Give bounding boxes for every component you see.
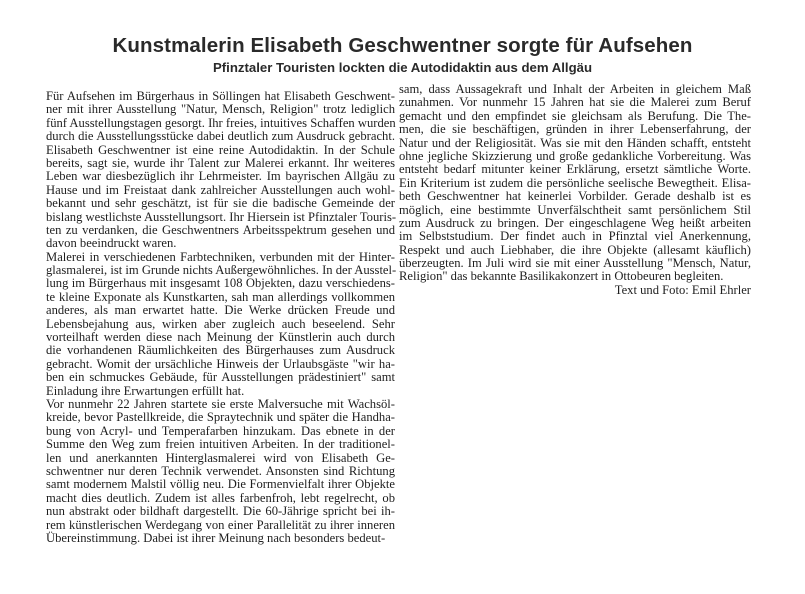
text-line: zum Ausdruck zu bringen. Der eingeschlagene Weg heißt arbeiten [399, 215, 751, 230]
text-line: Hause und im Freistaat dank zahlreicher Ausstellungen auch wohl- [46, 182, 395, 197]
headline: Kunstmalerin Elisabeth Geschwentner sorgte für Aufsehen [112, 34, 693, 57]
paragraph [46, 251, 395, 398]
text-line: bereits, sagt sie, wurde ihr Talent zur Malerei erkannt. Ihr weiteres [46, 155, 395, 170]
text-line: samt modernem Malstil völlig neu. Die Formenvielfalt ihrer Objekte [46, 477, 395, 492]
text-line: Für Aufsehen im Bürgerhaus in Söllingen hat Elisabeth Geschwent- [46, 89, 395, 103]
text-line: sam, dass Aussagekraft und Inhalt der Arbeiten in gleichem Maß [399, 82, 751, 96]
text-line: fünf Ausstellungstagen gesorgt. Ihr freies, intuitives Schaffen wurden [46, 115, 396, 130]
text-line: Summe den Weg zum freien intuitiven Arbeiten. In der traditionel- [46, 437, 395, 452]
text-line: Leben war diesbezüglich ihr Lehrmeister. Im bayrischen Allgäu zu [46, 169, 395, 184]
text-line: ten zu verdanken, die Geschwentners Arbeitsspektrum gesehen und [46, 222, 395, 237]
text-line: Respekt und auch Liebhaber, die ihre Objekte (allesamt käuflich) [399, 242, 751, 257]
text-line: Religion" das bekannte Basilikakonzert in Ottobeuren begleiten. [399, 269, 724, 284]
text-line: im Selbststudium. Der findet auch in Pfinztal viel Anerkennung, [399, 229, 751, 244]
text-line: gemacht und den empfindet sie gleichsam als Berufung. Die The- [399, 108, 751, 123]
text-line: beth Geschwentner hat keinerlei Vorbilder. Gerade deshalb ist es [399, 189, 751, 204]
text-line: ben ein schmuckes Gebäude, für Ausstellungen prädestiniert" samt [46, 370, 395, 385]
text-line: durch die Ausstellungsstücke dabei deutlich zum Ausdruck gebracht. [46, 129, 395, 144]
text-line: Vor nunmehr 22 Jahren startete sie erste Malversuche mit Wachsöl- [46, 396, 395, 411]
byline: Text und Foto: Emil Ehrler [614, 282, 751, 297]
text-line: glasmalerei, ist im Grunde nichts Außergewöhnliches. In der Ausstel- [46, 263, 397, 278]
text-line: Lebensbejahung aus, wirken aber zugleich auch beseelend. Sehr [46, 316, 395, 331]
text-line: die vorhandenen Räumlichkeiten des Bürgerhauses zum Ausdruck [46, 343, 395, 358]
text-line: gebracht. Womit der ursächliche Hinweis der Urlaubsgäste "wir ha- [46, 356, 395, 371]
left-column [46, 90, 395, 545]
text-line: len und anerkannten Hinterglasmalerei wird von Elisabeth Ge- [46, 450, 395, 465]
text-line: schwentner nur deren Technik verwendet. Ansonsten sind Richtung [46, 463, 395, 478]
text-line: Natur und der Religiosität. Was sie mit den Händen schafft, entsteht [399, 135, 751, 150]
text-line: nun abstrakt oder bildhaft dargestellt. Die 60-Jährige spricht bei ih- [46, 504, 395, 519]
paragraph [46, 90, 395, 251]
text-line: Elisabeth Geschwentner ist eine reine Autodidaktin. In der Schule [46, 142, 395, 157]
text-line: zunahmen. Vor nunmehr 15 Jahren hat sie die Malerei zum Beruf [399, 95, 751, 110]
text-line: bekannt und sehr geschätzt, ist für sie die badische Gemeinde der [46, 196, 395, 211]
right-column [399, 83, 751, 297]
text-line: rem künstlerischen Werdegang von einer Parallelität zu ihrer inneren [46, 517, 395, 532]
text-line: davon beeindruckt waren. [46, 236, 177, 251]
text-line: Ein Kriterium ist zudem die persönliche seelische Bewegtheit. Elisa- [399, 175, 751, 190]
text-line: lung im Bürgerhaus mit insgesamt 108 Objekten, dazu verschiedens- [46, 276, 395, 291]
text-line: entsteht bedarf mitunter keiner Erklärung, ersetzt sämtliche Worte. [399, 162, 751, 177]
paragraph [46, 398, 395, 545]
text-line: Einladung ihre Erwartungen erfüllt hat. [46, 383, 245, 398]
text-line: bislang westlichste Ausstellungsort. Ihr Hiersein ist Pfinztaler Touris- [46, 209, 397, 224]
text-line: Übereinstimmung. Dabei ist ihrer Meinung nach besonders bedeut- [46, 530, 386, 545]
text-line: vorteilhaft werden diese nach Meinung der Künstlerin auch durch [46, 330, 395, 345]
text-line: überzeugten. Im Juli wird sie mit einer Ausstellung "Mensch, Natur, [399, 256, 751, 271]
text-line: te kleine Exponate als Kunstkarten, sah man allerdings vollkommen [46, 289, 395, 304]
text-line: bung von Acryl- und Temperafarben hinzukam. Das ebnete in der [46, 423, 395, 438]
text-line: anderes, als man erwartet hatte. Die Werke drücken Freude und [46, 303, 395, 318]
text-line: kreide, bevor Pastellkreide, die Spraytechnik und später die Handha- [46, 410, 395, 425]
text-line: men, die sie beschäftigen, gründen in ihrer Lebenserfahrung, der [399, 122, 751, 137]
text-line: macht dies deutlich. Zudem ist alles farbenfroh, lebt regelrecht, ob [46, 490, 395, 505]
text-line: ohne jegliche Skizzierung und große gedankliche Vorbereitung. Was [399, 148, 751, 163]
text-line: möglich, eine bestimmte Unverfälschtheit samt persönlichem Stil [399, 202, 751, 217]
subheadline: Pfinztaler Touristen lockten die Autodidaktin aus dem Allgäu [212, 60, 593, 75]
text-line: ner mit ihrer Ausstellung "Natur, Mensch, Religion" trotz lediglich [46, 102, 395, 117]
paragraph [399, 83, 751, 284]
text-line: Malerei in verschiedenen Farbtechniken, verbunden mit der Hinter- [46, 249, 395, 264]
